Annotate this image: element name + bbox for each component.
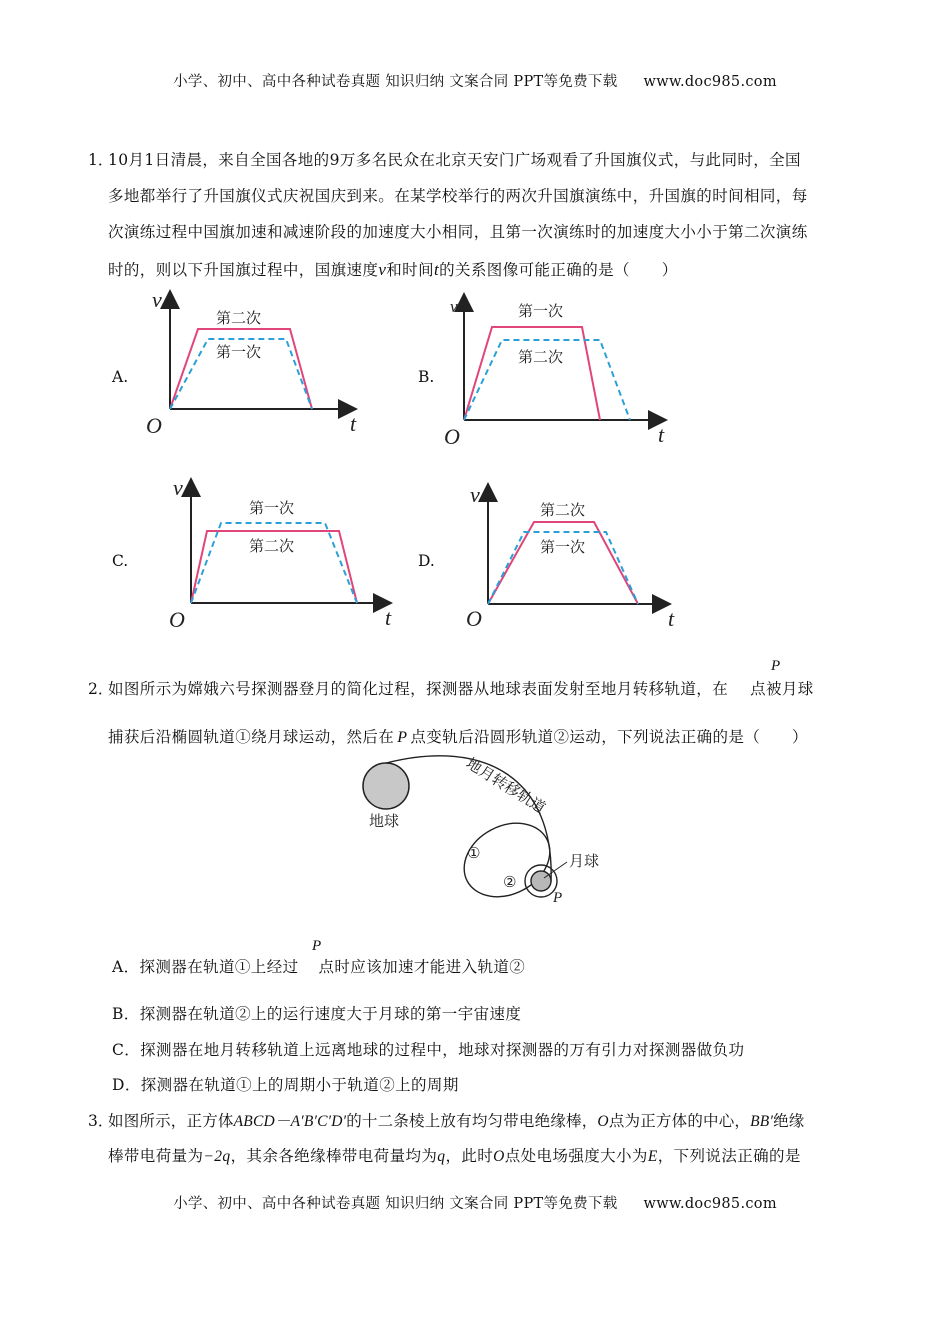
q3-l1d: 绝缘 — [773, 1112, 805, 1130]
t-axis-label: t — [385, 605, 392, 630]
q3-o: O — [597, 1113, 609, 1130]
q3-o2: O — [493, 1148, 505, 1165]
q3-l2b: ，其余各绝缘棒带电荷量均为 — [230, 1147, 438, 1165]
q2-option-c: C．探测器在地月转移轨道上远离地球的过程中，地球对探测器的万有引力对探测器做负功 — [112, 1041, 745, 1059]
q2-line-1a: 如图所示为嫦娥六号探测器登月的简化过程，探测器从地球表面发射至地月转移轨道，在 — [108, 680, 729, 698]
q2-option-d: D．探测器在轨道①上的周期小于轨道②上的周期 — [112, 1076, 459, 1094]
curve-first — [191, 523, 357, 603]
q3-l1c: 点为正方体的中心， — [608, 1112, 751, 1130]
upper-label: 第二次 — [216, 309, 262, 327]
q1-line-4b: 和时间 — [386, 261, 434, 279]
header-site: www.doc985.com — [643, 74, 777, 90]
v-axis-label: v — [173, 475, 183, 500]
q1-option-a-label: A. — [112, 368, 129, 386]
q1-option-c-label: C. — [112, 552, 129, 570]
t-axis-label: t — [350, 411, 357, 436]
q3-line-2 — [108, 1144, 801, 1166]
q2-line-1b: 点被月球 — [750, 680, 814, 698]
q1-line-1: 10月1日清晨，来自全国各地的9万多名民众在北京天安门广场观看了升国旗仪式，与此同时，全国 — [108, 151, 801, 169]
q1-line-3: 次演练过程中国旗加速和减速阶段的加速度大小相同，且第一次演练时的加速度大小小于第二次演练 — [108, 223, 808, 241]
q1-line-4a: 时的，则以下升国旗过程中，国旗速度 — [108, 261, 379, 279]
origin-label: O — [146, 413, 162, 438]
q3-number: 3． — [88, 1112, 114, 1130]
q1-option-d-label: D. — [418, 552, 435, 570]
upper-label: 第二次 — [540, 501, 586, 519]
orbit-2-label: ② — [503, 873, 517, 891]
t-axis-label: t — [658, 422, 665, 447]
var-v: v — [378, 260, 387, 279]
graph-c — [165, 475, 405, 635]
q3-q: q — [437, 1148, 446, 1165]
q1-line-2: 多地都举行了升国旗仪式庆祝国庆到来。在某学校举行的两次升国旗演练中，升国旗的时间相同，每 — [108, 187, 808, 205]
q2-option-a-p: P — [312, 938, 322, 954]
origin-label: O — [466, 606, 482, 631]
q2-line-1 — [108, 677, 814, 699]
graph-a — [140, 285, 370, 440]
q1-number: 1． — [88, 151, 114, 169]
origin-label: O — [169, 607, 185, 632]
footer-site: www.doc985.com — [643, 1196, 777, 1212]
v-axis-label: v — [152, 287, 162, 312]
upper-label: 第一次 — [249, 499, 295, 517]
q2-point-p: P — [397, 729, 408, 746]
lower-label: 第二次 — [518, 348, 564, 366]
q2-line-2b: 点变轨后沿圆形轨道②运动，下列说法正确的是（ ） — [410, 728, 808, 746]
q3-l2a: 棒带电荷量为 — [108, 1147, 204, 1165]
v-axis-label: v — [450, 297, 458, 316]
moon — [531, 871, 551, 891]
header-text: 小学、初中、高中各种试卷真题 知识归纳 文案合同 PPT等免费下载 — [173, 74, 618, 90]
transfer-orbit — [386, 756, 551, 882]
q3-neg2q: −2q — [203, 1148, 231, 1165]
graph-d — [462, 480, 692, 635]
orbit-diagram — [355, 748, 625, 908]
q2-point-p-raised: P — [771, 658, 781, 674]
q3-l2e: ，下列说法正确的是 — [657, 1147, 801, 1165]
footer-text: 小学、初中、高中各种试卷真题 知识归纳 文案合同 PPT等免费下载 — [173, 1196, 618, 1212]
orbit-1-label: ① — [467, 844, 481, 862]
q1-option-b-label: B. — [418, 368, 435, 386]
upper-label: 第一次 — [518, 302, 564, 320]
q3-l1b: 的十二条棱上放有均匀带电绝缘棒， — [346, 1112, 598, 1130]
earth-label: 地球 — [369, 812, 400, 830]
q3-l2d: 点处电场强度大小为 — [504, 1147, 648, 1165]
q2-option-a-text: A．探测器在轨道①上经过 — [112, 958, 299, 976]
moon-label: 月球 — [569, 852, 600, 870]
q3-l1a: 如图所示，正方体 — [108, 1112, 234, 1130]
curve-second — [488, 522, 638, 604]
q1-line-4c: 的关系图像可能正确的是（ ） — [439, 261, 678, 279]
lower-label: 第二次 — [249, 537, 295, 555]
lower-label: 第一次 — [540, 538, 586, 556]
page-footer — [0, 1192, 950, 1213]
q3-l2c: ，此时 — [445, 1147, 494, 1165]
t-axis-label: t — [668, 606, 675, 631]
curve-first — [464, 327, 600, 420]
transfer-orbit-label: 地月转移轨道 — [462, 754, 549, 818]
point-p-label: P — [553, 890, 563, 906]
q3-line-1 — [108, 1109, 804, 1131]
q3-e: E — [647, 1148, 658, 1165]
q3-cube: ABCD－A′B′C′D′ — [233, 1113, 347, 1130]
q3-bb: BB′ — [750, 1113, 774, 1130]
page-header — [0, 70, 950, 91]
q2-number: 2． — [88, 680, 114, 698]
v-axis-label: v — [470, 482, 480, 507]
q1-line-4 — [108, 258, 678, 280]
q2-line-2 — [108, 725, 808, 747]
var-t: t — [433, 260, 440, 279]
q2-line-2a: 捕获后沿椭圆轨道①绕月球运动，然后在 — [108, 728, 395, 746]
q2-option-a — [112, 955, 525, 977]
earth — [363, 763, 409, 809]
origin-label: O — [444, 424, 460, 449]
lower-label: 第一次 — [216, 343, 262, 361]
q2-option-a-text-2: 点时应该加速才能进入轨道② — [318, 958, 526, 976]
graph-b — [438, 290, 678, 450]
q2-option-b: B．探测器在轨道②上的运行速度大于月球的第一宇宙速度 — [112, 1005, 522, 1023]
